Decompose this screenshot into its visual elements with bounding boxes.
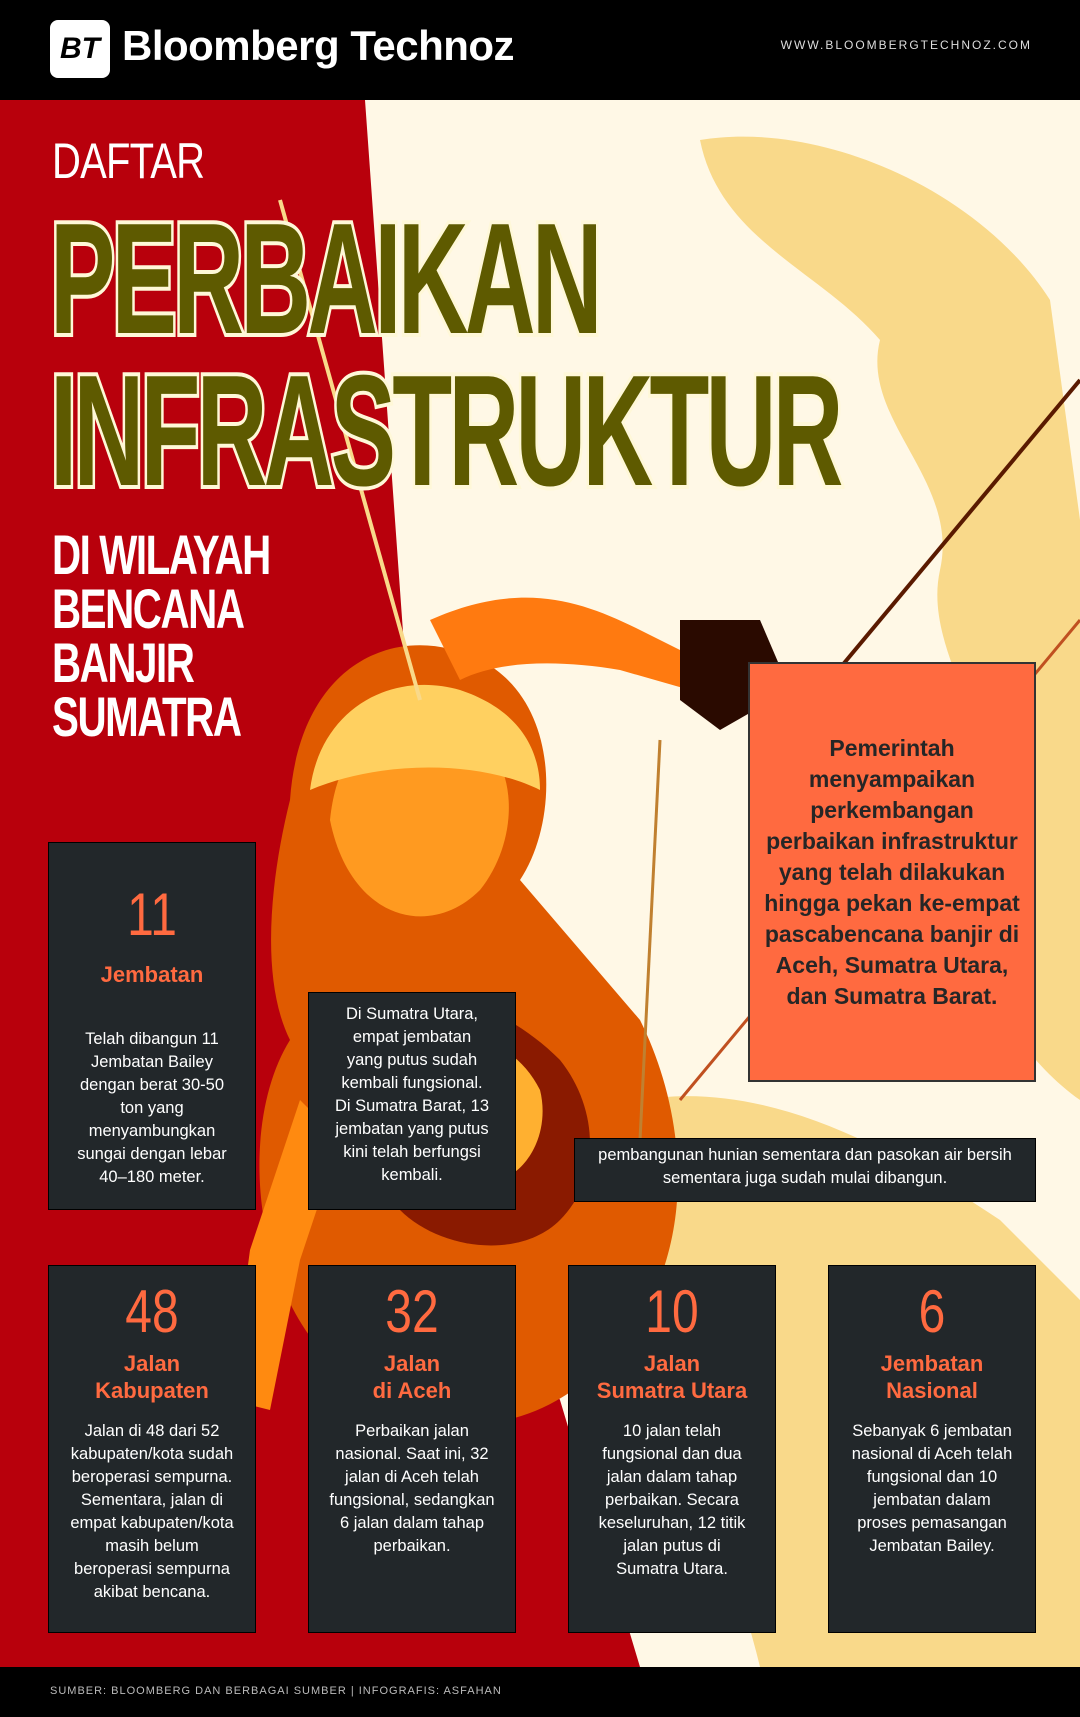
subtitle-line-4: SUMATRA — [52, 685, 241, 748]
card-jalan-aceh — [308, 1265, 516, 1633]
stat-label: Jalan di Aceh — [372, 1351, 452, 1403]
stat-label: Jembatan Nasional — [880, 1351, 984, 1403]
stat-label: Jalan Sumatra Utara — [596, 1351, 748, 1403]
government-callout — [748, 662, 1036, 1082]
stat-number: 6 — [918, 1278, 946, 1345]
stat-number: 48 — [125, 1278, 179, 1345]
subtitle-wilayah — [52, 523, 270, 748]
website-link[interactable]: WWW.BLOOMBERGTECHNOZ.COM — [780, 38, 1032, 52]
card-jembatan-bailey — [48, 842, 256, 1210]
subtitle-line-1: DI WILAYAH — [52, 523, 270, 586]
title-infrastruktur: INFRASTRUKTUR — [50, 343, 840, 519]
stat-description: pembangunan hunian sementara dan pasokan air bersih sementara juga sudah mulai dibangun. — [598, 1146, 1012, 1187]
stat-label: Jembatan — [100, 962, 204, 987]
brand-name[interactable]: Bloomberg Technoz — [122, 22, 515, 69]
header-bar — [0, 0, 1080, 100]
stat-description: Telah dibangun 11 Jembatan Bailey dengan berat 30-50 ton yang menyambungkan sungai dengan lebar 40–180 meter. — [77, 1030, 227, 1186]
bt-logo[interactable]: BT — [50, 20, 110, 78]
callout-text: Pemerintah menyampaikan perkembangan perbaikan infrastruktur yang telah dilakukan hingga pekan ke-empat pascabencana banjir di Aceh, Sumatra Utara, dan Sumatra Barat. — [764, 734, 1020, 1009]
stat-number: 11 — [127, 881, 177, 948]
card-jalan-sumut — [568, 1265, 776, 1633]
stat-number: 32 — [385, 1278, 439, 1345]
stat-description: 10 jalan telah fungsional dan dua jalan dalam tahap perbaikan. Secara keseluruhan, 12 titik jalan putus di Sumatra Utara. — [598, 1422, 746, 1578]
title-daftar: DAFTAR — [52, 133, 205, 189]
stat-number: 10 — [645, 1278, 699, 1345]
card-sumut-sumbar — [308, 992, 516, 1210]
card-hunian-sementara — [574, 1138, 1036, 1202]
stat-description: Jalan di 48 dari 52 kabupaten/kota sudah beroperasi sempurna. Sementara, jalan di empat kabupaten/kota masih belum beroperasi sempurna akibat bencana. — [70, 1422, 234, 1601]
subtitle-line-3: BANJIR — [52, 631, 194, 694]
stat-description: Perbaikan jalan nasional. Saat ini, 32 jalan di Aceh telah fungsional, sedangkan 6 jalan dalam tahap perbaikan. — [329, 1422, 495, 1555]
footer-bar — [0, 1667, 1080, 1717]
stat-label: Jalan Kabupaten — [95, 1351, 209, 1403]
source-credit: SUMBER: BLOOMBERG DAN BERBAGAI SUMBER | INFOGRAFIS: ASFAHAN — [50, 1685, 502, 1697]
stat-description: Sebanyak 6 jembatan nasional di Aceh telah fungsional dan 10 jembatan dalam proses pemasangan Jembatan Bailey. — [851, 1422, 1013, 1555]
title-perbaikan: PERBAIKAN — [50, 191, 599, 367]
subtitle-line-2: BENCANA — [52, 577, 244, 640]
card-jalan-kabupaten — [48, 1265, 256, 1633]
card-jembatan-nasional — [828, 1265, 1036, 1633]
stat-description: Di Sumatra Utara, empat jembatan yang putus sudah kembali fungsional. Di Sumatra Barat, 13 jembatan yang putus kini telah berfungsi kembali. — [334, 1005, 490, 1184]
